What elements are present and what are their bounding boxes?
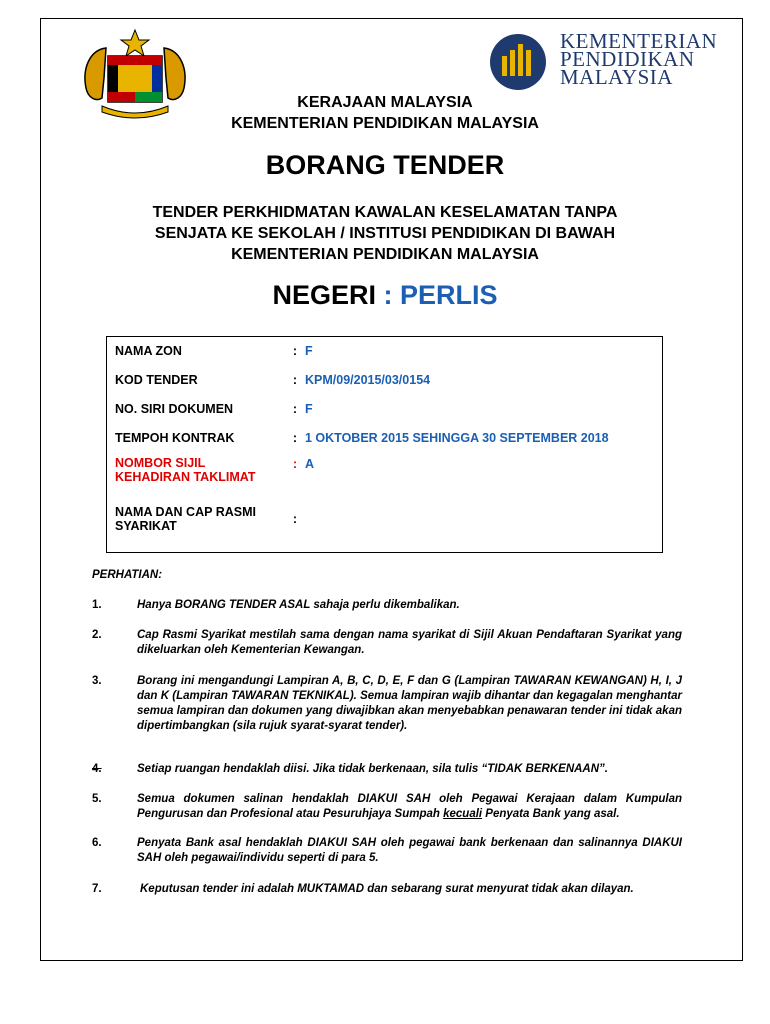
row-label bbox=[107, 453, 286, 487]
tender-info-table bbox=[106, 336, 663, 553]
note-number: 6. bbox=[92, 837, 102, 849]
row-colon: : bbox=[292, 344, 298, 359]
note-text bbox=[137, 792, 682, 822]
row-value: F bbox=[305, 344, 313, 359]
tender-description bbox=[0, 202, 770, 265]
table-row bbox=[107, 453, 663, 487]
gov-line-1: KERAJAAN MALAYSIA bbox=[297, 94, 473, 111]
note-number-text: 4. bbox=[92, 763, 102, 775]
row-label bbox=[107, 487, 286, 553]
note-number: 3. bbox=[92, 675, 102, 687]
note-text: Cap Rasmi Syarikat mestilah sama dengan nama syarikat di Sijil Akuan Pendaftaran Syarikat yang dikeluarkan oleh Kementerian Kewangan. bbox=[137, 629, 682, 656]
note-text-part: Penyata Bank yang asal. bbox=[482, 808, 620, 820]
row-label-line-2: SYARIKAT bbox=[115, 519, 177, 534]
kpm-logo-text bbox=[560, 29, 718, 89]
logo-line-2: PENDIDIKAN bbox=[560, 47, 695, 71]
note-text: Borang ini mengandungi Lampiran A, B, C, D, E, F dan G (Lampiran TAWARAN KEWANGAN) H, I, J dan K (Lampiran TAWARAN TEKNIKAL). Semua lampiran wajib dihantar dan kegagalan menghantar semua lampiran dan dokumen yang diwajibkan akan menyebabkan penawaran tender ini tidak akan dipertimbangkan (sila rujuk syarat-syarat tender). bbox=[137, 675, 682, 732]
note-number bbox=[92, 762, 102, 777]
note-text: Keputusan tender ini adalah MUKTAMAD dan sebarang surat menyurat tidak akan dilayan. bbox=[140, 883, 634, 895]
note-number: 7. bbox=[92, 883, 102, 895]
description-line-1: TENDER PERKHIDMATAN KAWALAN KESELAMATAN TANPA bbox=[152, 204, 618, 221]
table-row bbox=[107, 487, 663, 553]
row-colon: : bbox=[292, 373, 298, 387]
row-label: KOD TENDER bbox=[115, 373, 198, 387]
row-value: 1 OKTOBER 2015 SEHINGGA 30 SEPTEMBER 2018 bbox=[305, 431, 609, 445]
negeri-value: : PERLIS bbox=[383, 280, 498, 310]
note-number: 5. bbox=[92, 793, 102, 805]
government-heading bbox=[0, 92, 770, 134]
note-text-part: Semua dokumen salinan hendaklah DIAKUI SAH oleh Pegawai Kerajaan dalam Kumpulan Pengurusan dan Profesional atau Pesuruhjaya Sumpah bbox=[137, 793, 682, 820]
note-text: Hanya BORANG TENDER ASAL sahaja perlu dikembalikan. bbox=[137, 599, 460, 611]
note-text: Penyata Bank asal hendaklah DIAKUI SAH oleh pegawai bank berkenaan dan salinannya DIAKUI SAH oleh pegawai/individu seperti di para 5. bbox=[137, 837, 682, 864]
company-stamp-field[interactable] bbox=[305, 487, 663, 553]
table-row bbox=[107, 395, 663, 424]
negeri-heading bbox=[0, 280, 770, 311]
notes-heading: PERHATIAN: bbox=[92, 569, 163, 581]
page-title: BORANG TENDER bbox=[265, 150, 505, 180]
row-colon: : bbox=[292, 456, 298, 471]
logo-line-1: KEMENTERIAN bbox=[560, 29, 718, 53]
description-line-3: KEMENTERIAN PENDIDIKAN MALAYSIA bbox=[231, 246, 539, 263]
row-label: NO. SIRI DOKUMEN bbox=[115, 402, 234, 416]
row-label-line-1: NAMA DAN CAP RASMI bbox=[115, 505, 256, 520]
logo-line-3: MALAYSIA bbox=[560, 65, 673, 89]
row-label-line-1: NOMBOR SIJIL bbox=[115, 455, 206, 470]
row-label: NAMA ZON bbox=[115, 344, 182, 359]
row-value: F bbox=[305, 402, 313, 416]
row-value: A bbox=[305, 456, 315, 471]
negeri-label: NEGERI bbox=[272, 280, 376, 310]
note-number: 2. bbox=[92, 629, 102, 641]
gov-line-2: KEMENTERIAN PENDIDIKAN MALAYSIA bbox=[231, 115, 539, 132]
row-colon: : bbox=[292, 431, 298, 445]
description-line-2: SENJATA KE SEKOLAH / INSTITUSI PENDIDIKAN DI BAWAH bbox=[154, 225, 616, 242]
note-number: 1. bbox=[92, 599, 102, 611]
table-row bbox=[107, 366, 663, 395]
kpm-logo-icon bbox=[488, 32, 558, 92]
row-label-line-2: KEHADIRAN TAKLIMAT bbox=[115, 469, 256, 484]
row-value: KPM/09/2015/03/0154 bbox=[305, 373, 431, 387]
table-row bbox=[107, 424, 663, 453]
row-label: TEMPOH KONTRAK bbox=[115, 431, 235, 445]
row-colon: : bbox=[292, 512, 298, 527]
row-colon: : bbox=[292, 402, 298, 416]
note-text: Setiap ruangan hendaklah diisi. Jika tidak berkenaan, sila tulis “TIDAK BERKENAAN”. bbox=[137, 763, 608, 775]
note-text-underlined: kecuali bbox=[443, 808, 483, 820]
table-row bbox=[107, 337, 663, 366]
